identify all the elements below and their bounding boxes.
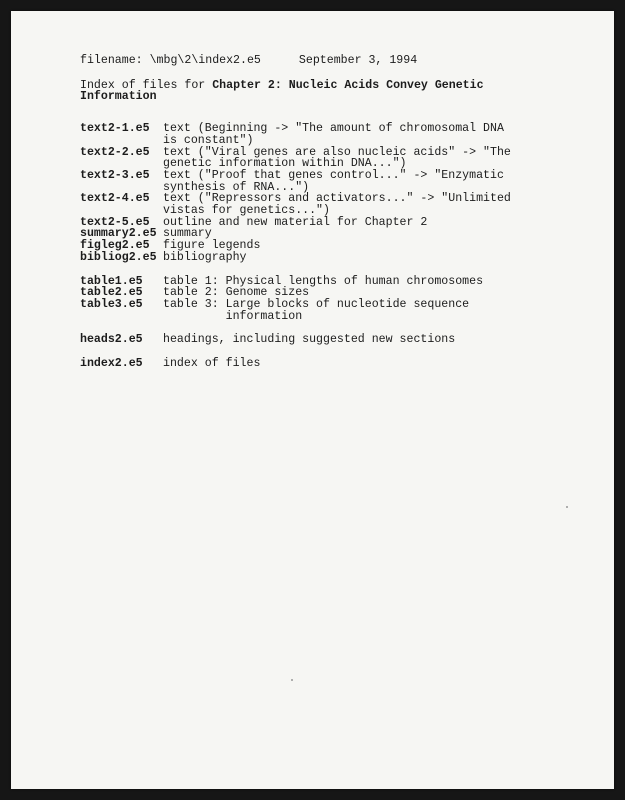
file-description: text (Beginning -> "The amount of chromosomal DNA is constant") (163, 122, 504, 147)
intro-prefix: Index of files for (80, 78, 213, 92)
file-entry (80, 358, 550, 370)
file-group (80, 123, 550, 263)
file-name: table3.e5 (80, 297, 143, 311)
filename-label: filename: \mbg\2\index2.e5 (80, 54, 261, 67)
file-description: table 1: Physical lengths of human chromosomes (163, 274, 484, 288)
file-name: text2-4.e5 (80, 192, 150, 206)
file-description: table 3: Large blocks of nucleotide sequence information (163, 297, 470, 323)
file-entry (80, 252, 550, 264)
file-name: heads2.e5 (80, 333, 143, 347)
file-description: bibliography (163, 250, 247, 264)
document-body (80, 55, 550, 382)
paper-speck (566, 506, 568, 508)
file-name: text2-1.e5 (80, 122, 150, 136)
file-description: figure legends (163, 239, 261, 253)
file-name: text2-3.e5 (80, 168, 150, 182)
file-group (80, 358, 550, 370)
file-entry (80, 170, 550, 193)
file-description: headings, including suggested new sections (163, 333, 456, 347)
file-name: table1.e5 (80, 274, 143, 288)
file-description: outline and new material for Chapter 2 (163, 215, 428, 229)
file-description: text ("Proof that genes control..." -> "Enzymatic synthesis of RNA...") (163, 168, 504, 194)
file-name: index2.e5 (80, 357, 143, 371)
paper-speck (291, 679, 293, 681)
file-name: summary2.e5 (80, 227, 157, 241)
document-header (80, 55, 550, 67)
file-name: text2-2.e5 (80, 145, 150, 159)
file-index-list (80, 123, 550, 370)
document-date: September 3, 1994 (298, 54, 418, 67)
file-name: text2-5.e5 (80, 215, 150, 229)
file-description: text ("Repressors and activators..." -> "Unlimited vistas for genetics...") (163, 192, 511, 218)
file-entry (80, 276, 550, 288)
chapter-title: Chapter 2: Nucleic Acids Convey Genetic Information (80, 78, 484, 104)
file-group (80, 334, 550, 346)
file-description: summary (163, 227, 212, 241)
file-name: bibliog2.e5 (80, 250, 157, 264)
file-name: table2.e5 (80, 286, 143, 300)
file-name: figleg2.e5 (80, 239, 150, 253)
file-group (80, 276, 550, 323)
file-entry (80, 228, 550, 240)
file-entry (80, 147, 550, 170)
file-description: index of files (163, 357, 261, 371)
file-entry (80, 193, 550, 216)
file-description: table 2: Genome sizes (163, 286, 310, 300)
file-entry (80, 123, 550, 146)
file-entry (80, 334, 550, 346)
file-description: text ("Viral genes are also nucleic acids" -> "The genetic information within DNA...") (163, 145, 511, 171)
file-entry (80, 299, 550, 322)
index-intro (80, 80, 550, 103)
